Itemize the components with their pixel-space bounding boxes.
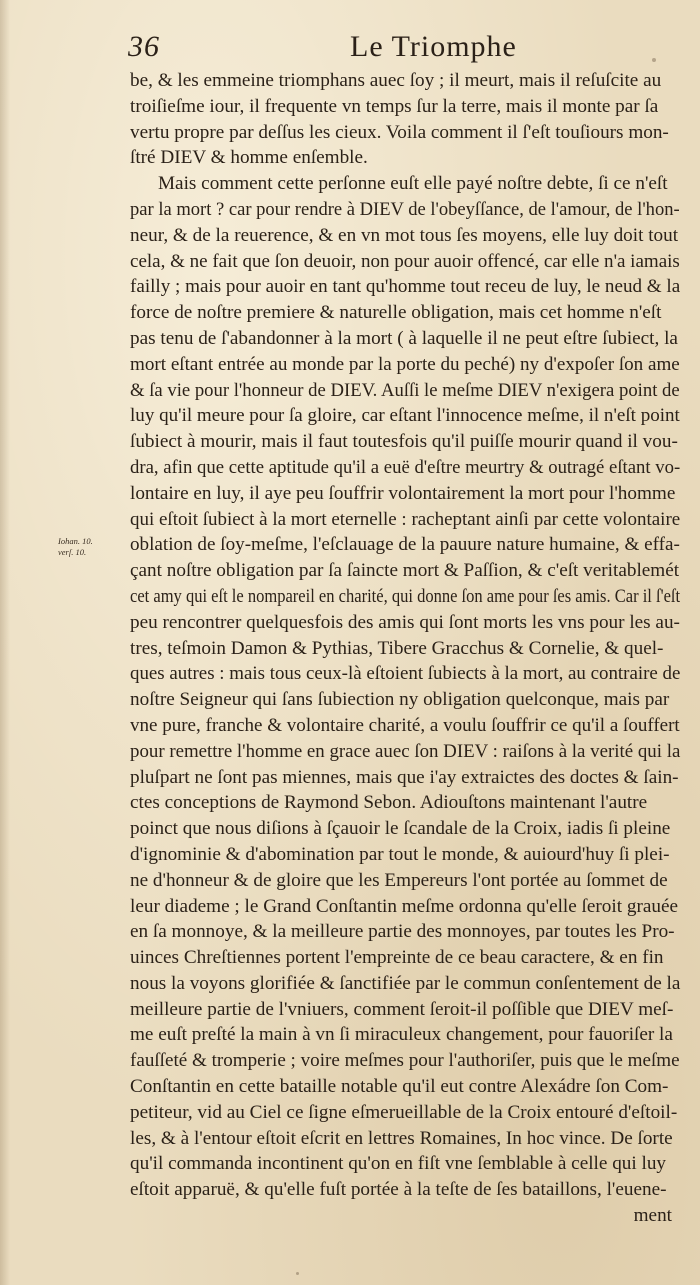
catchword: ment [633,1205,672,1227]
text-line: en ſa monnoye, & la meilleure partie des monnoyes, par toutes les Pro- [130,921,675,943]
text-line: ctes conceptions de Raymond Sebon. Adiouſtons maintenant l'autre [130,792,648,814]
text-line: leur diademe ; le Grand Conſtantin meſme ordonna qu'elle ſeroit grauée [130,895,678,917]
text-line: d'ignominie & d'abomination par tout le monde, & auiourd'huy ſi plei- [130,843,670,865]
text-line: pluſpart ne ſont pas miennes, mais que i'ay extraictes des doctes & ſain- [130,766,679,788]
text-line: pour remettre l'homme en grace auec ſon DIEV : raiſons à la verité qui la [130,740,681,762]
text-line: peu rencontrer quelquesfois des amis qui ſont morts les vns pour les au- [130,611,680,633]
text-line: ne d'honneur & de gloire que les Empereurs l'ont portée au ſommet de [130,869,668,891]
text-line: meilleure partie de l'vniuers, comment ſeroit-il poſſible que DIEV meſ- [130,998,674,1020]
margin-note-reference: Iohan. 10. [58,536,93,546]
text-line: noſtre Seigneur qui ſans ſubiection ny obligation quelconque, mais par [130,689,670,711]
text-line: vertu propre par deſſus les cieux. Voila comment il ſ'eſt touſiours mon- [130,121,669,143]
text-line: çant noſtre obligation par ſa ſaincte mort & Paſſion, & c'eſt veritablemét [130,560,680,582]
text-line: cela, & ne fait que ſon deuoir, non pour auoir offencé, car elle n'a iamais [130,250,680,272]
text-line: mort eſtant entrée au monde par la porte du peché) ny d'expoſer ſon ame [130,353,680,375]
text-line: les, & à l'entour eſtoit eſcrit en lettres Romaines, In hoc vince. De ſorte [130,1127,673,1149]
text-line: cet amy qui eſt le nompareil en charité, qui donne ſon ame pour ſes amis. Car il ſ'eſt [130,585,681,607]
text-line: petiteur, vid au Ciel ce ſigne eſmerueillable de la Croix entouré d'eſtoil- [130,1101,678,1123]
text-line: ſtré DIEV & homme enſemble. [130,147,368,169]
ink-speck [652,58,656,62]
paragraph-start-line: Mais comment cette perſonne euſt elle payé noſtre debte, ſi ce n'eſt [158,173,668,195]
text-line: fauſſeté & tromperie ; voire meſmes pour l'authoriſer, puis que le meſme [130,1050,680,1072]
text-line: neur, & de la reuerence, & en vn mot tous ſes moyens, elle luy doit tout [130,224,679,246]
text-line: troiſieſme iour, il frequente vn temps ſur la terre, mais il monte par ſa [130,95,659,117]
text-line: dra, afin que cette aptitude qu'il a euë d'eſtre meurtry & outragé eſtant vo- [130,456,681,478]
text-line: lontaire en luy, il aye peu ſouffrir volontairement la mort pour l'homme [130,482,676,504]
text-line: ſubiect à mourir, mais il faut toutesfois qu'il puiſſe mourir quand il vou- [130,431,678,453]
text-line: tres, teſmoin Damon & Pythias, Tibere Gracchus & Cornelie, & quel- [130,637,664,659]
text-line: uinces Chreſtiennes portent l'empreinte de ce beau caractere, & en fin [130,947,664,969]
text-line: qu'il commanda incontinent qu'on en fiſt vne ſemblable à celle qui luy [130,1153,667,1175]
text-line: ques autres : mais tous ceux-là eſtoient ſubiects à la mort, au contraire de [130,663,681,685]
text-line: nous la voyons glorifiée & ſanctifiée par le commun conſentement de la [130,972,681,994]
text-line: poinct que nous diſions à ſçauoir le ſcandale de la Croix, iadis ſi pleine [130,818,671,840]
text-line: failly ; mais pour auoir en tant qu'homme tout receu de luy, le neud & la [130,276,681,298]
page-number: 36 [128,30,160,63]
text-line: qui eſtoit ſubiect à la mort eternelle : racheptant ainſi par cette volontaire [130,508,681,530]
text-line: par la mort ? car pour rendre à DIEV de l'obeyſſance, de l'amour, de l'hon- [130,198,680,220]
text-line: be, & les emmeine triomphans auec ſoy ; il meurt, mais il reſuſcite au [130,70,662,91]
body-text [130,68,680,1229]
text-line: me euſt preſté la main à vn ſi miraculeux changement, pour fauoriſer la [130,1024,673,1046]
text-line: Conſtantin en cette bataille notable qu'il eut contre Alexádre ſon Com- [130,1076,669,1098]
page-header [128,30,670,70]
text-line: oblation de ſoy-meſme, l'eſclauage de la pauure nature humaine, & effa- [130,534,680,556]
text-line: vne pure, franche & volontaire charité, a voulu ſouffrir ce qu'il a ſouffert [130,714,680,736]
text-line: pas tenu de ſ'abandonner à la mort ( à laquelle il ne peut eſtre ſubiect, la [130,327,678,349]
text-line: & ſa vie pour l'honneur de DIEV. Auſſi le meſme DIEV n'exigera point de [130,379,680,401]
text-line: force de noſtre premiere & naturelle obligation, mais cet homme n'eſt [130,302,662,324]
text-line: eſtoit apparuë, & qu'elle fuſt portée à la teſte de ſes bataillons, l'euene- [130,1179,667,1201]
margin-note-verse: verſ. 10. [58,547,87,557]
running-title: Le Triomphe [350,30,517,63]
ink-speck [296,1272,299,1275]
text-line: luy qu'il meure pour ſa gloire, car eſtant l'innocence meſme, il n'eſt point [130,405,680,427]
